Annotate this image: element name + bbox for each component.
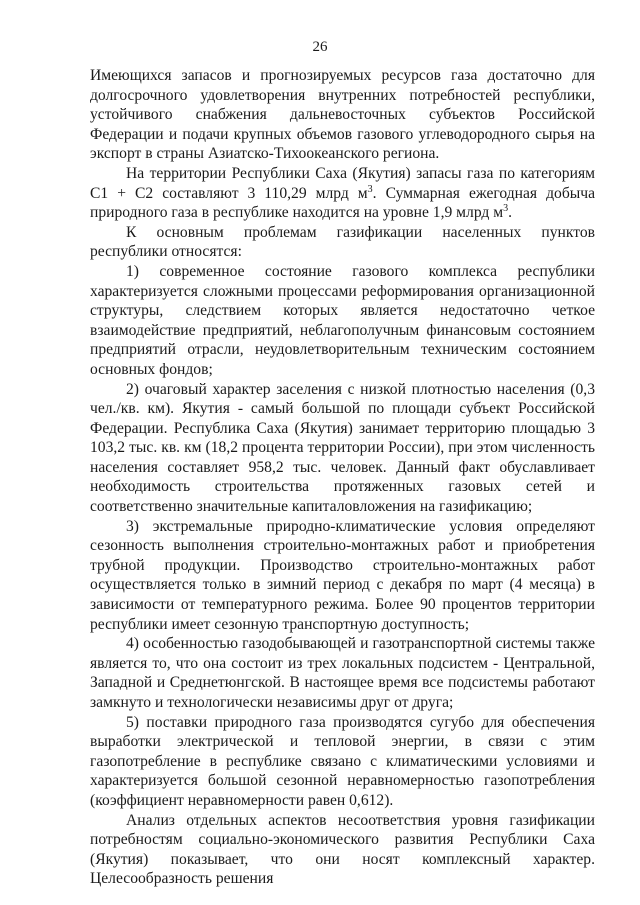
document-body bbox=[90, 66, 595, 889]
paragraph-analysis: Анализ отдельных аспектов несоответствия уровня газификации потребностям социально-экономического развития Республики Саха (Якутия) показывает, что они носят комплексный характер. Целесообразность решения bbox=[90, 811, 595, 888]
page-number: 26 bbox=[312, 39, 328, 55]
reserves-text-part-1: На территории Республики Саха (Якутия) запасы газа по категориям С1 + С2 составляют 3 110,29 млрд м bbox=[90, 164, 595, 202]
paragraph-reserves-sufficiency: Имеющихся запасов и прогнозируемых ресурсов газа достаточно для долгосрочного удовлетворения внутренних потребностей республики, устойчивого снабжения дальневосточных субъектов Российской Федерации и подачи крупных объемов газового углеводородного сырья на экспорт в страны Азиатско-Тихоокеанского региона. bbox=[90, 67, 595, 163]
list-item-problem-2: 2) очаговый характер заселения с низкой плотностью населения (0,3 чел./кв. км). Якутия - самый большой по площади субъект Российской Федерации. Республика Саха (Якутия) занимает территорию площадью 3 103,2 тыс. кв. км (18,2 процента территории России), при этом численность населения составляет 958,2 тыс. человек. Данный факт обуславливает необходимость строительства протяженных газовых сетей и соответственно значительные капиталовложения на газификацию; bbox=[90, 380, 595, 516]
reserves-text-part-2: . Суммарная ежегодная добыча природного газа в республике находится на уровне 1,9 млрд м bbox=[90, 184, 596, 222]
reserves-text-part-3: . bbox=[508, 204, 513, 222]
cubic-superscript-1: 3 bbox=[367, 183, 373, 195]
cubic-superscript-2: 3 bbox=[503, 202, 509, 214]
paragraph-problems-intro: К основным проблемам газификации населенных пунктов республики относятся: bbox=[90, 223, 595, 261]
paragraph-gas-reserves bbox=[90, 164, 595, 223]
list-item-problem-3: 3) экстремальные природно-климатические условия определяют сезонность выполнения строительно-монтажных работ и приобретения трубной продукции. Производство строительно-монтажных работ осуществляется только в зимний период с декабря по март (4 месяца) в зависимости от температурного режима. Более 90 процентов территории республики имеет сезонную транспортную доступность; bbox=[90, 517, 595, 633]
list-item-problem-5: 5) поставки природного газа производятся сугубо для обеспечения выработки электрической и тепловой энергии, в связи с этим газопотребление в республике связано с климатическими условиями и характеризуется большой сезонной неравномерностью газопотребления (коэффициент неравномерности равен 0,612). bbox=[90, 713, 595, 809]
list-item-problem-4: 4) особенностью газодобывающей и газотранспортной системы также является то, что она состоит из трех локальных подсистем - Центральной, Западной и Среднетюнгской. В настоящее время все подсистемы работают замкнуто и технологически независимы друг от друга; bbox=[90, 635, 595, 711]
list-item-problem-1: 1) современное состояние газового комплекса республики характеризуется сложными процессами реформирования организационной структуры, следствием которых является недостаточно четкое взаимодействие предприятий, неблагополучным финансовым состоянием предприятий отрасли, неудовлетворительным техническим состоянием основных фондов; bbox=[90, 262, 595, 378]
